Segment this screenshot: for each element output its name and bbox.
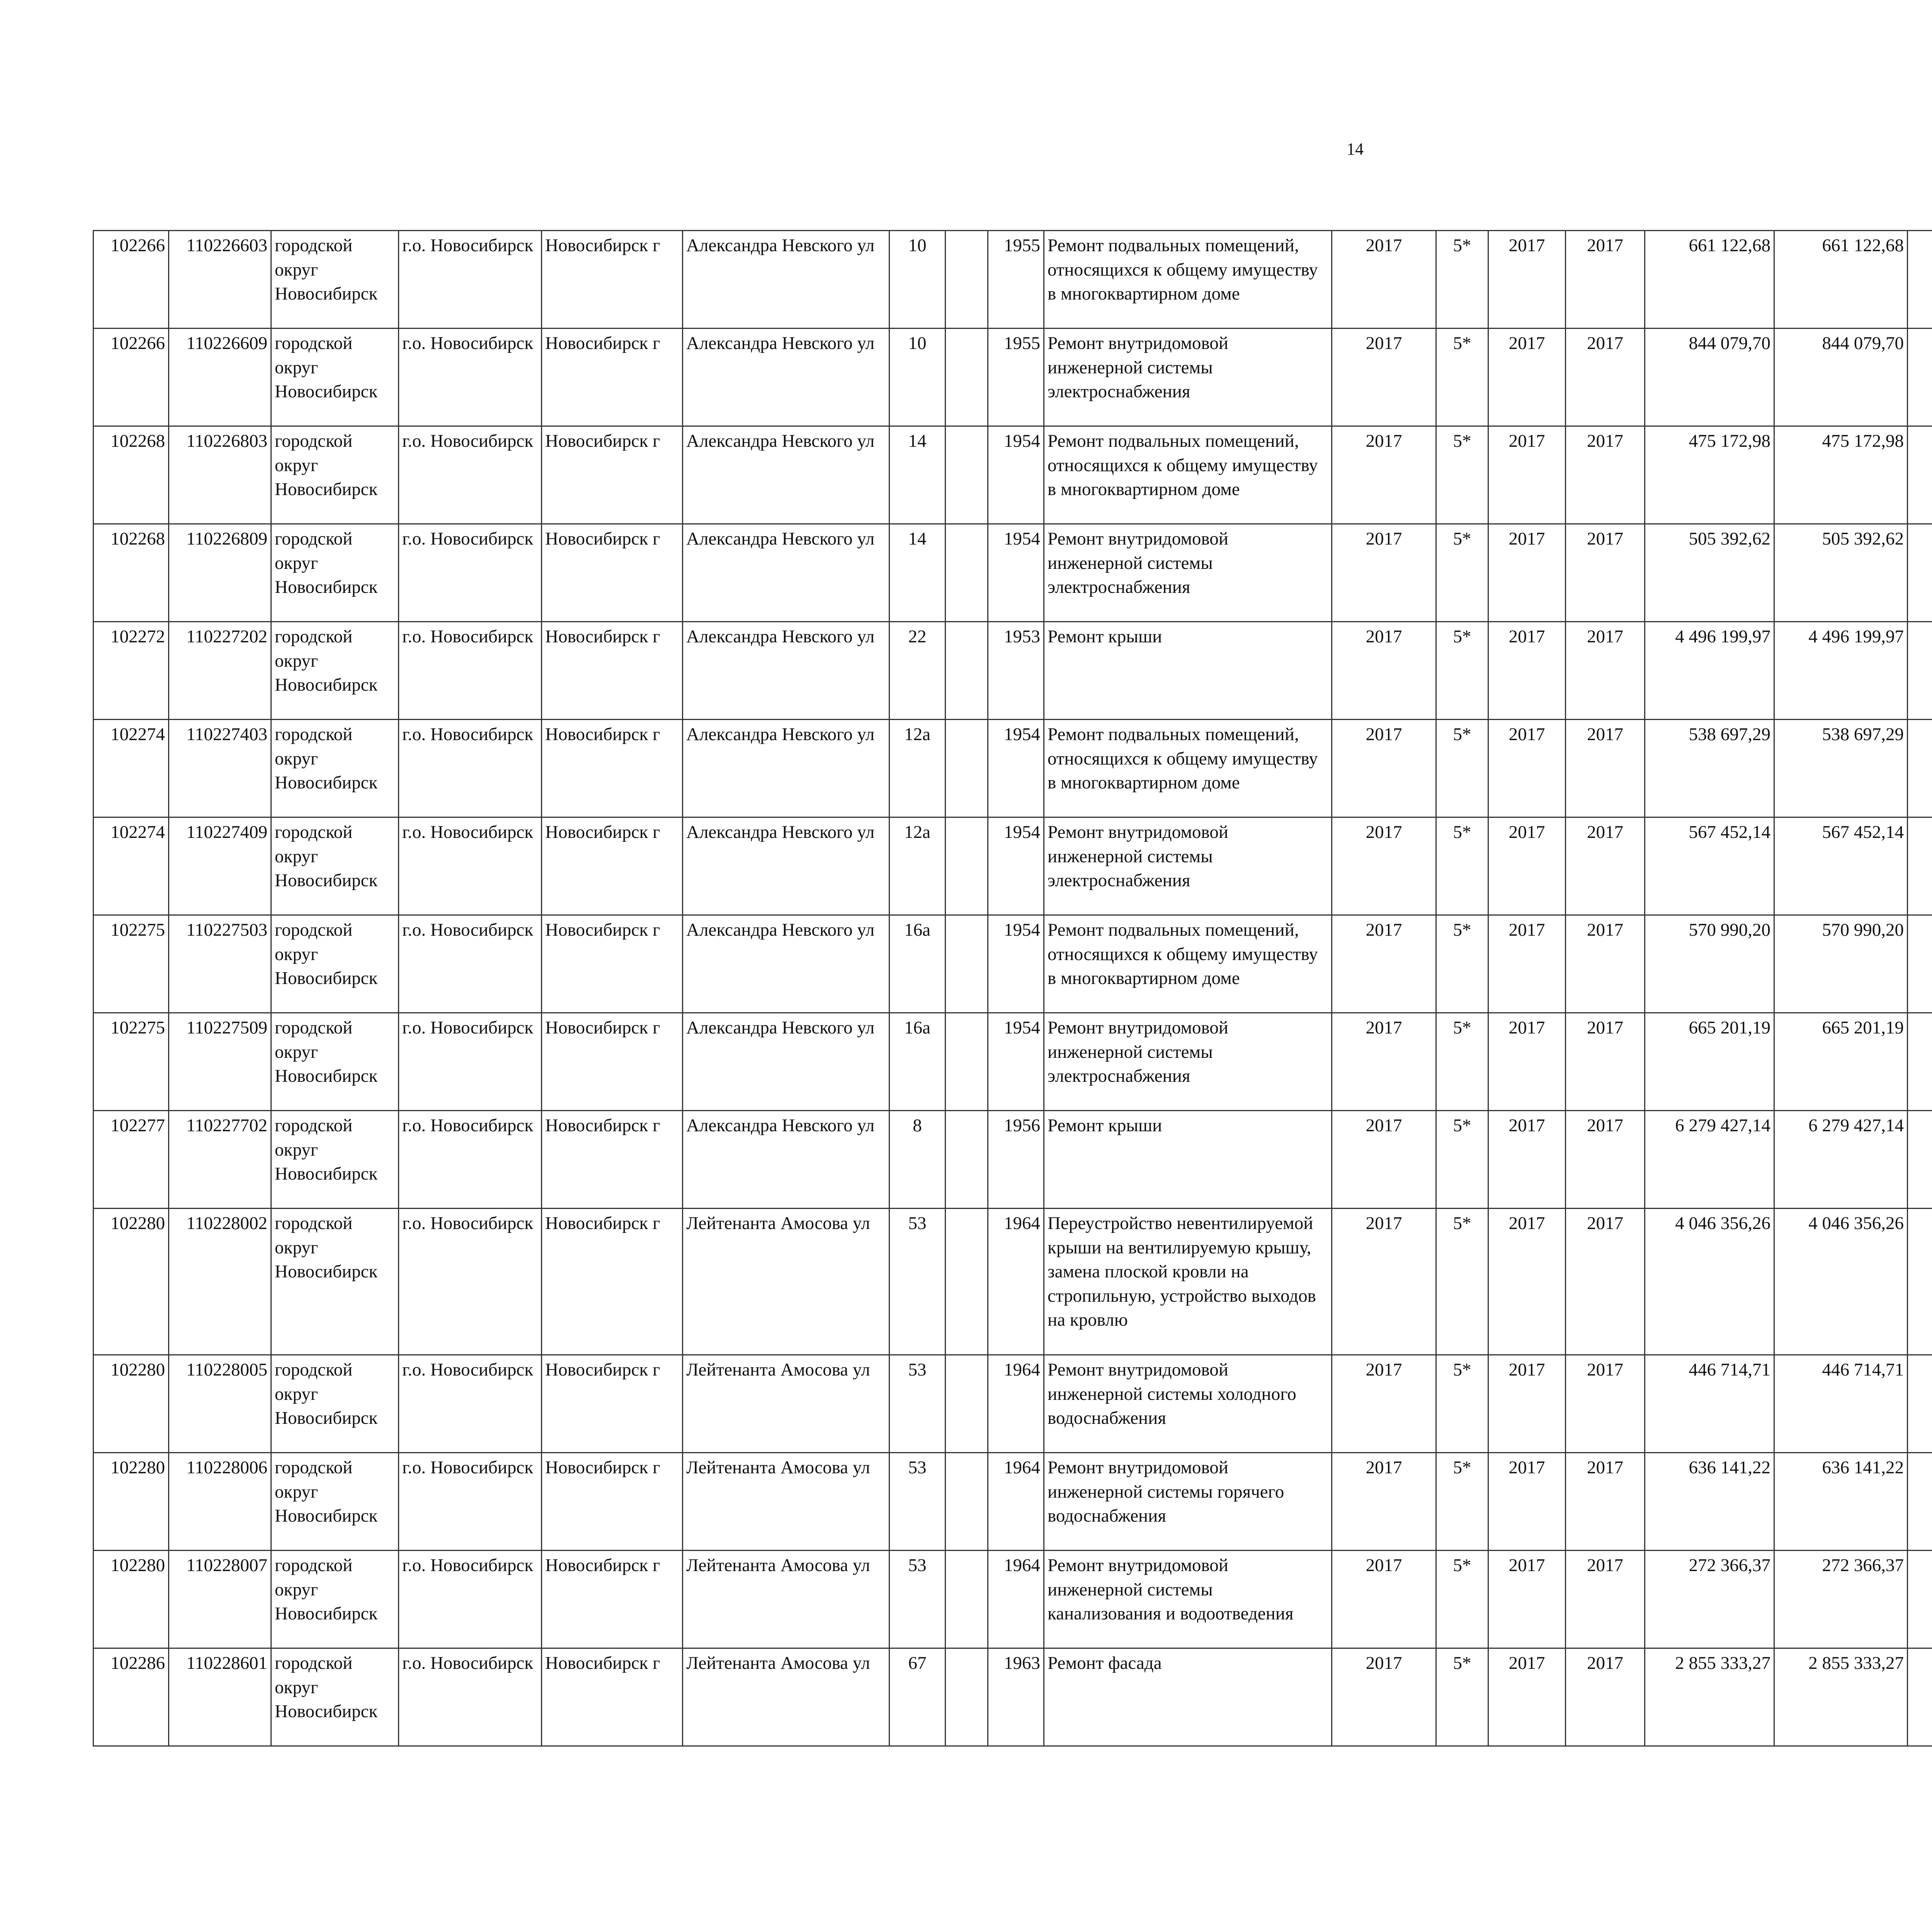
cell-empty: [1908, 524, 1932, 622]
cell-category: 5*: [1436, 426, 1488, 524]
cell-category: 5*: [1436, 817, 1488, 915]
cell-year: 2017: [1488, 231, 1566, 329]
cell-year: 2017: [1566, 1453, 1645, 1551]
cell-empty: [1908, 426, 1932, 524]
cell-district: г.о. Новосибирск: [399, 1111, 542, 1209]
cell-year: 2017: [1488, 1111, 1566, 1209]
cell-year: 2017: [1566, 231, 1645, 329]
cell-year: 2017: [1332, 915, 1436, 1013]
cell-work-type: Ремонт внутридомовой инженерной системы горячего водоснабжения: [1044, 1453, 1332, 1551]
cell-empty: [946, 1355, 988, 1453]
cell-year: 2017: [1488, 1453, 1566, 1551]
cell-work-type: Ремонт внутридомовой инженерной системы электроснабжения: [1044, 817, 1332, 915]
cell-house-number: 53: [889, 1355, 946, 1453]
cell-empty: [1908, 720, 1932, 817]
cell-id: 110228002: [169, 1209, 271, 1355]
cell-empty: [946, 1111, 988, 1209]
cell-year: 2017: [1332, 329, 1436, 426]
cell-locality: Новосибирск г: [542, 1453, 683, 1551]
page-number: 14: [1347, 140, 1364, 158]
cell-cost-total: 4 046 356,26: [1774, 1209, 1908, 1355]
cell-year: 2017: [1566, 1013, 1645, 1111]
cell-year: 2017: [1566, 915, 1645, 1013]
cell-municipality: городской округ Новосибирск: [271, 1648, 399, 1746]
cell-work-type: Ремонт подвальных помещений, относящихся к общему имуществу в многоквартирном доме: [1044, 426, 1332, 524]
cell-cost: 567 452,14: [1645, 817, 1774, 915]
cell-street: Александра Невского ул: [683, 817, 889, 915]
cell-code: 102286: [94, 1648, 169, 1746]
cell-year-built: 1954: [988, 1013, 1044, 1111]
table-row: [94, 329, 1932, 426]
cell-code: 102266: [94, 231, 169, 329]
cell-empty: [1908, 1013, 1932, 1111]
cell-district: г.о. Новосибирск: [399, 524, 542, 622]
cell-house-number: 12а: [889, 720, 946, 817]
cell-district: г.о. Новосибирск: [399, 1551, 542, 1648]
cell-year-built: 1954: [988, 817, 1044, 915]
cell-year: 2017: [1488, 1551, 1566, 1648]
cell-year-built: 1964: [988, 1209, 1044, 1355]
cell-municipality: городской округ Новосибирск: [271, 1209, 399, 1355]
cell-empty: [1908, 915, 1932, 1013]
cell-locality: Новосибирск г: [542, 329, 683, 426]
cell-year-built: 1956: [988, 1111, 1044, 1209]
cell-locality: Новосибирск г: [542, 622, 683, 720]
cell-empty: [1908, 1111, 1932, 1209]
cell-category: 5*: [1436, 720, 1488, 817]
cell-district: г.о. Новосибирск: [399, 329, 542, 426]
cell-cost-total: 661 122,68: [1774, 231, 1908, 329]
cell-empty: [1908, 1209, 1932, 1355]
cell-empty: [946, 1453, 988, 1551]
table-row: [94, 622, 1932, 720]
cell-house-number: 14: [889, 426, 946, 524]
cell-cost: 538 697,29: [1645, 720, 1774, 817]
cell-locality: Новосибирск г: [542, 1355, 683, 1453]
cell-street: Александра Невского ул: [683, 1013, 889, 1111]
cell-code: 102280: [94, 1209, 169, 1355]
cell-street: Лейтенанта Амосова ул: [683, 1453, 889, 1551]
cell-district: г.о. Новосибирск: [399, 720, 542, 817]
cell-street: Александра Невского ул: [683, 622, 889, 720]
cell-year: 2017: [1566, 622, 1645, 720]
cell-code: 102280: [94, 1355, 169, 1453]
cell-municipality: городской округ Новосибирск: [271, 1551, 399, 1648]
cell-category: 5*: [1436, 1111, 1488, 1209]
cell-year: 2017: [1332, 1013, 1436, 1111]
cell-empty: [1908, 817, 1932, 915]
cell-cost: 665 201,19: [1645, 1013, 1774, 1111]
cell-year: 2017: [1332, 1209, 1436, 1355]
cell-street: Лейтенанта Амосова ул: [683, 1209, 889, 1355]
cell-house-number: 16а: [889, 915, 946, 1013]
cell-work-type: Ремонт внутридомовой инженерной системы электроснабжения: [1044, 1013, 1332, 1111]
cell-year-built: 1954: [988, 915, 1044, 1013]
cell-house-number: 10: [889, 231, 946, 329]
cell-work-type: Ремонт крыши: [1044, 1111, 1332, 1209]
cell-street: Александра Невского ул: [683, 524, 889, 622]
cell-year: 2017: [1566, 1209, 1645, 1355]
cell-locality: Новосибирск г: [542, 817, 683, 915]
cell-cost: 844 079,70: [1645, 329, 1774, 426]
cell-year: 2017: [1566, 1355, 1645, 1453]
cell-year: 2017: [1332, 720, 1436, 817]
cell-street: Александра Невского ул: [683, 231, 889, 329]
cell-house-number: 53: [889, 1209, 946, 1355]
cell-empty: [1908, 1355, 1932, 1453]
cell-cost: 4 496 199,97: [1645, 622, 1774, 720]
cell-house-number: 22: [889, 622, 946, 720]
cell-cost-total: 4 496 199,97: [1774, 622, 1908, 720]
cell-year: 2017: [1332, 231, 1436, 329]
cell-work-type: Ремонт внутридомовой инженерной системы электроснабжения: [1044, 524, 1332, 622]
cell-locality: Новосибирск г: [542, 1648, 683, 1746]
cell-municipality: городской округ Новосибирск: [271, 915, 399, 1013]
cell-locality: Новосибирск г: [542, 231, 683, 329]
cell-year: 2017: [1566, 524, 1645, 622]
cell-category: 5*: [1436, 1551, 1488, 1648]
cell-year-built: 1963: [988, 1648, 1044, 1746]
cell-category: 5*: [1436, 915, 1488, 1013]
cell-year: 2017: [1566, 817, 1645, 915]
cell-cost-total: 446 714,71: [1774, 1355, 1908, 1453]
cell-year: 2017: [1488, 426, 1566, 524]
cell-id: 110227702: [169, 1111, 271, 1209]
cell-year: 2017: [1332, 1648, 1436, 1746]
cell-locality: Новосибирск г: [542, 426, 683, 524]
cell-empty: [946, 720, 988, 817]
cell-year: 2017: [1488, 1013, 1566, 1111]
cell-municipality: городской округ Новосибирск: [271, 1111, 399, 1209]
cell-year: 2017: [1488, 915, 1566, 1013]
cell-locality: Новосибирск г: [542, 524, 683, 622]
cell-id: 110226609: [169, 329, 271, 426]
table-row: [94, 915, 1932, 1013]
cell-cost-total: 665 201,19: [1774, 1013, 1908, 1111]
cell-cost-total: 844 079,70: [1774, 329, 1908, 426]
cell-street: Лейтенанта Амосова ул: [683, 1355, 889, 1453]
cell-category: 5*: [1436, 1355, 1488, 1453]
cell-year-built: 1964: [988, 1355, 1044, 1453]
cell-year: 2017: [1332, 817, 1436, 915]
cell-empty: [946, 622, 988, 720]
table-row: [94, 1648, 1932, 1746]
cell-house-number: 53: [889, 1453, 946, 1551]
cell-year: 2017: [1332, 426, 1436, 524]
cell-district: г.о. Новосибирск: [399, 817, 542, 915]
cell-empty: [946, 1648, 988, 1746]
cell-id: 110226809: [169, 524, 271, 622]
cell-code: 102268: [94, 524, 169, 622]
cell-year-built: 1954: [988, 524, 1044, 622]
cell-id: 110227202: [169, 622, 271, 720]
cell-id: 110227503: [169, 915, 271, 1013]
cell-empty: [946, 231, 988, 329]
cell-year-built: 1954: [988, 720, 1044, 817]
cell-locality: Новосибирск г: [542, 1209, 683, 1355]
cell-id: 110227403: [169, 720, 271, 817]
cell-cost: 570 990,20: [1645, 915, 1774, 1013]
cell-cost-total: 567 452,14: [1774, 817, 1908, 915]
cell-year-built: 1964: [988, 1551, 1044, 1648]
cell-municipality: городской округ Новосибирск: [271, 231, 399, 329]
cell-year: 2017: [1566, 329, 1645, 426]
cell-empty: [946, 1013, 988, 1111]
cell-district: г.о. Новосибирск: [399, 231, 542, 329]
cell-empty: [1908, 329, 1932, 426]
cell-cost-total: 475 172,98: [1774, 426, 1908, 524]
cell-code: 102280: [94, 1551, 169, 1648]
cell-house-number: 53: [889, 1551, 946, 1648]
cell-cost-total: 2 855 333,27: [1774, 1648, 1908, 1746]
table-row: [94, 1453, 1932, 1551]
cell-locality: Новосибирск г: [542, 1111, 683, 1209]
cell-year: 2017: [1488, 1355, 1566, 1453]
cell-cost: 475 172,98: [1645, 426, 1774, 524]
repair-register-table: [93, 230, 1932, 1747]
cell-empty: [946, 915, 988, 1013]
cell-year: 2017: [1332, 1111, 1436, 1209]
table-row: [94, 720, 1932, 817]
cell-year-built: 1955: [988, 231, 1044, 329]
cell-house-number: 16а: [889, 1013, 946, 1111]
cell-category: 5*: [1436, 231, 1488, 329]
cell-year: 2017: [1566, 1551, 1645, 1648]
table-row: [94, 1551, 1932, 1648]
cell-municipality: городской округ Новосибирск: [271, 622, 399, 720]
cell-cost: 272 366,37: [1645, 1551, 1774, 1648]
cell-year: 2017: [1332, 622, 1436, 720]
cell-street: Александра Невского ул: [683, 426, 889, 524]
cell-empty: [946, 1551, 988, 1648]
cell-empty: [946, 1209, 988, 1355]
cell-year: 2017: [1332, 1453, 1436, 1551]
cell-year: 2017: [1488, 720, 1566, 817]
cell-empty: [946, 329, 988, 426]
cell-empty: [946, 524, 988, 622]
cell-work-type: Ремонт крыши: [1044, 622, 1332, 720]
cell-empty: [946, 426, 988, 524]
cell-category: 5*: [1436, 622, 1488, 720]
cell-category: 5*: [1436, 329, 1488, 426]
table-row: [94, 1013, 1932, 1111]
cell-category: 5*: [1436, 1209, 1488, 1355]
cell-municipality: городской округ Новосибирск: [271, 329, 399, 426]
cell-work-type: Ремонт внутридомовой инженерной системы холодного водоснабжения: [1044, 1355, 1332, 1453]
cell-empty: [1908, 1551, 1932, 1648]
cell-municipality: городской округ Новосибирск: [271, 1453, 399, 1551]
cell-locality: Новосибирск г: [542, 1551, 683, 1648]
cell-year: 2017: [1488, 817, 1566, 915]
cell-year: 2017: [1566, 720, 1645, 817]
cell-year-built: 1953: [988, 622, 1044, 720]
cell-year: 2017: [1566, 426, 1645, 524]
cell-cost-total: 272 366,37: [1774, 1551, 1908, 1648]
cell-code: 102275: [94, 915, 169, 1013]
cell-municipality: городской округ Новосибирск: [271, 1355, 399, 1453]
cell-id: 110227509: [169, 1013, 271, 1111]
cell-cost-total: 538 697,29: [1774, 720, 1908, 817]
cell-year: 2017: [1488, 1648, 1566, 1746]
cell-municipality: городской округ Новосибирск: [271, 817, 399, 915]
table-row: [94, 524, 1932, 622]
cell-cost: 505 392,62: [1645, 524, 1774, 622]
cell-code: 102277: [94, 1111, 169, 1209]
cell-year-built: 1954: [988, 426, 1044, 524]
cell-district: г.о. Новосибирск: [399, 1355, 542, 1453]
cell-work-type: Переустройство невентилируемой крыши на вентилируемую крышу, замена плоской кровли на стропильную, устройство выходов на кровлю: [1044, 1209, 1332, 1355]
cell-district: г.о. Новосибирск: [399, 1209, 542, 1355]
cell-code: 102274: [94, 720, 169, 817]
table-row: [94, 817, 1932, 915]
cell-id: 110228005: [169, 1355, 271, 1453]
cell-year-built: 1955: [988, 329, 1044, 426]
cell-code: 102268: [94, 426, 169, 524]
cell-year: 2017: [1488, 1209, 1566, 1355]
cell-id: 110227409: [169, 817, 271, 915]
cell-year: 2017: [1332, 524, 1436, 622]
cell-district: г.о. Новосибирск: [399, 1013, 542, 1111]
cell-cost-total: 505 392,62: [1774, 524, 1908, 622]
table-row: [94, 1355, 1932, 1453]
cell-street: Александра Невского ул: [683, 720, 889, 817]
cell-locality: Новосибирск г: [542, 720, 683, 817]
table-row: [94, 1111, 1932, 1209]
cell-cost-total: 636 141,22: [1774, 1453, 1908, 1551]
cell-district: г.о. Новосибирск: [399, 1648, 542, 1746]
table-row: [94, 231, 1932, 329]
cell-code: 102275: [94, 1013, 169, 1111]
cell-district: г.о. Новосибирск: [399, 915, 542, 1013]
cell-year: 2017: [1488, 329, 1566, 426]
cell-street: Александра Невского ул: [683, 1111, 889, 1209]
cell-year: 2017: [1332, 1551, 1436, 1648]
cell-category: 5*: [1436, 1648, 1488, 1746]
cell-municipality: городской округ Новосибирск: [271, 426, 399, 524]
cell-category: 5*: [1436, 524, 1488, 622]
cell-empty: [946, 817, 988, 915]
cell-empty: [1908, 231, 1932, 329]
cell-cost: 6 279 427,14: [1645, 1111, 1774, 1209]
cell-house-number: 10: [889, 329, 946, 426]
cell-work-type: Ремонт внутридомовой инженерной системы электроснабжения: [1044, 329, 1332, 426]
cell-cost: 2 855 333,27: [1645, 1648, 1774, 1746]
cell-code: 102280: [94, 1453, 169, 1551]
table-body: [94, 231, 1932, 1746]
cell-category: 5*: [1436, 1453, 1488, 1551]
cell-house-number: 67: [889, 1648, 946, 1746]
cell-locality: Новосибирск г: [542, 915, 683, 1013]
cell-year: 2017: [1332, 1355, 1436, 1453]
cell-street: Александра Невского ул: [683, 915, 889, 1013]
cell-year: 2017: [1566, 1111, 1645, 1209]
cell-empty: [1908, 622, 1932, 720]
cell-id: 110228007: [169, 1551, 271, 1648]
cell-district: г.о. Новосибирск: [399, 426, 542, 524]
cell-municipality: городской округ Новосибирск: [271, 1013, 399, 1111]
cell-cost: 446 714,71: [1645, 1355, 1774, 1453]
cell-cost: 661 122,68: [1645, 231, 1774, 329]
cell-cost: 636 141,22: [1645, 1453, 1774, 1551]
cell-id: 110228006: [169, 1453, 271, 1551]
cell-municipality: городской округ Новосибирск: [271, 524, 399, 622]
cell-house-number: 14: [889, 524, 946, 622]
cell-district: г.о. Новосибирск: [399, 1453, 542, 1551]
cell-cost-total: 6 279 427,14: [1774, 1111, 1908, 1209]
cell-code: 102272: [94, 622, 169, 720]
cell-work-type: Ремонт подвальных помещений, относящихся к общему имуществу в многоквартирном доме: [1044, 720, 1332, 817]
cell-id: 110228601: [169, 1648, 271, 1746]
cell-year: 2017: [1488, 622, 1566, 720]
cell-work-type: Ремонт подвальных помещений, относящихся к общему имуществу в многоквартирном доме: [1044, 231, 1332, 329]
cell-code: 102266: [94, 329, 169, 426]
cell-street: Лейтенанта Амосова ул: [683, 1648, 889, 1746]
cell-category: 5*: [1436, 1013, 1488, 1111]
table-row: [94, 426, 1932, 524]
cell-year-built: 1964: [988, 1453, 1044, 1551]
cell-empty: [1908, 1453, 1932, 1551]
cell-empty: [1908, 1648, 1932, 1746]
cell-year: 2017: [1566, 1648, 1645, 1746]
cell-year: 2017: [1488, 524, 1566, 622]
cell-cost: 4 046 356,26: [1645, 1209, 1774, 1355]
cell-id: 110226603: [169, 231, 271, 329]
cell-code: 102274: [94, 817, 169, 915]
table-row: [94, 1209, 1932, 1355]
cell-work-type: Ремонт подвальных помещений, относящихся к общему имуществу в многоквартирном доме: [1044, 915, 1332, 1013]
cell-street: Лейтенанта Амосова ул: [683, 1551, 889, 1648]
cell-locality: Новосибирск г: [542, 1013, 683, 1111]
cell-house-number: 8: [889, 1111, 946, 1209]
cell-work-type: Ремонт внутридомовой инженерной системы канализования и водоотведения: [1044, 1551, 1332, 1648]
cell-house-number: 12а: [889, 817, 946, 915]
cell-id: 110226803: [169, 426, 271, 524]
cell-cost-total: 570 990,20: [1774, 915, 1908, 1013]
cell-work-type: Ремонт фасада: [1044, 1648, 1332, 1746]
cell-municipality: городской округ Новосибирск: [271, 720, 399, 817]
cell-street: Александра Невского ул: [683, 329, 889, 426]
cell-district: г.о. Новосибирск: [399, 622, 542, 720]
